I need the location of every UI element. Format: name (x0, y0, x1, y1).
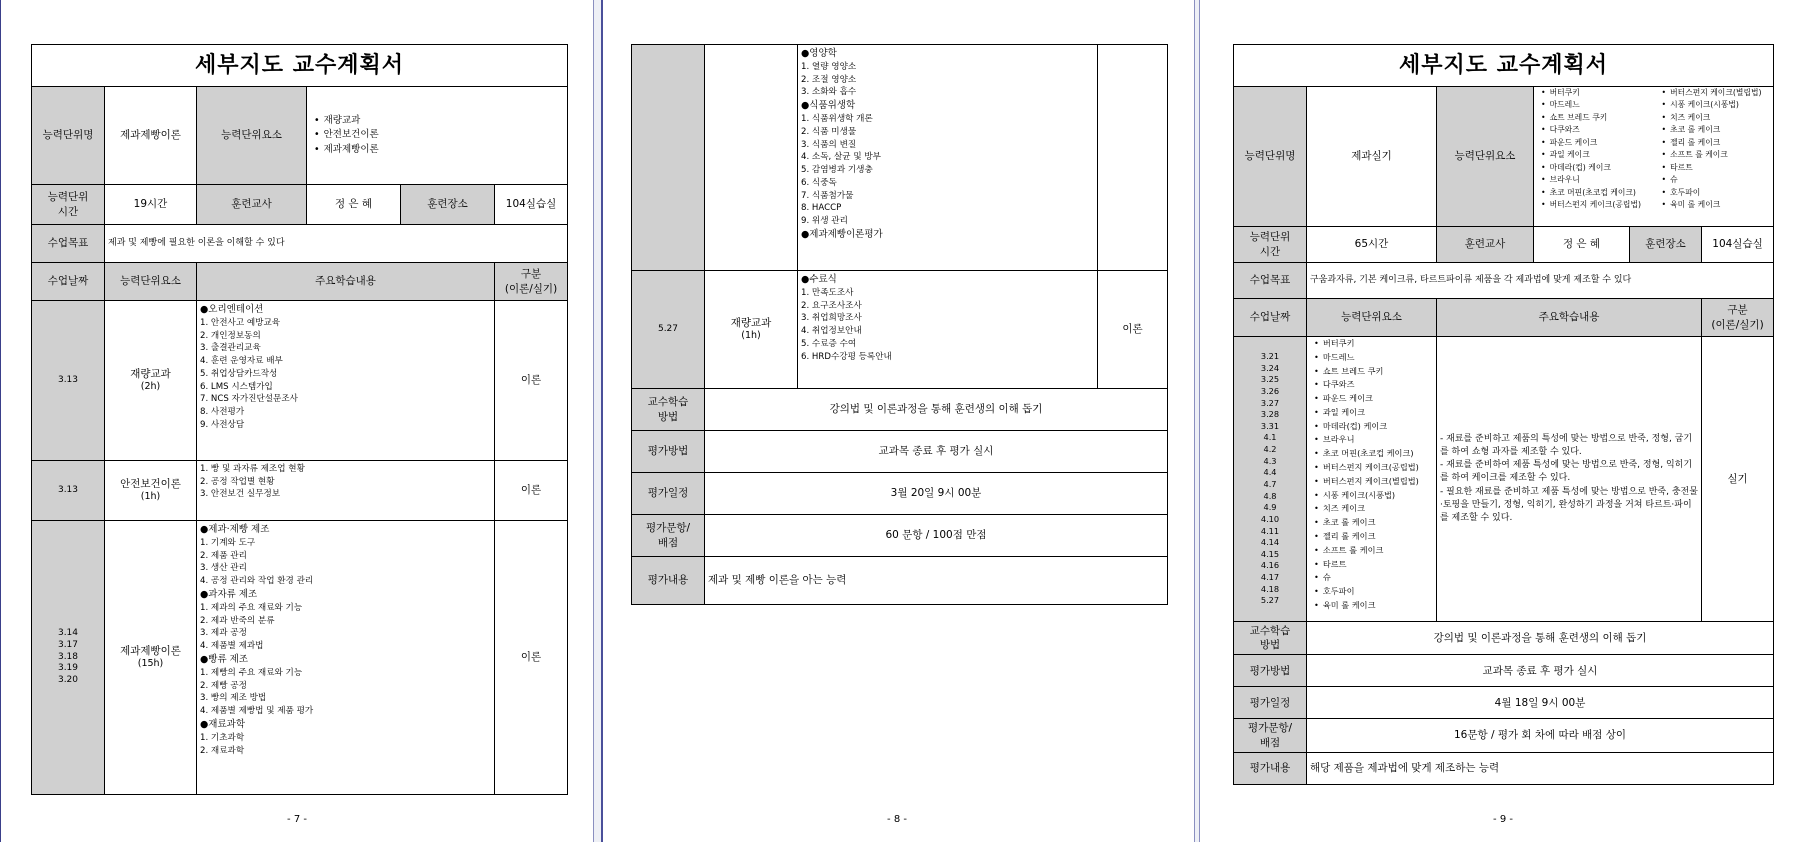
page7-label-instructor: 훈련교사 (197, 185, 307, 225)
page9-element-item: • 슈 (1662, 174, 1771, 186)
page7-row1-type: 이론 (495, 301, 568, 461)
content-line: 1. 기계와 도구 (200, 538, 256, 549)
content-line: 1. 기초과학 (200, 732, 245, 743)
page7-label-unit-name: 능력단위명 (32, 87, 105, 185)
page9-type: 실기 (1702, 337, 1774, 622)
page7-label-place: 훈련장소 (401, 185, 495, 225)
content-line: 6. HRD수강평 등록안내 (801, 351, 892, 362)
page9-label-eval-content: 평가내용 (1234, 752, 1307, 784)
content-line: 2. 공정 작업별 현황 (200, 476, 275, 487)
content-line: 2. 개인정보동의 (200, 330, 261, 341)
content-line: - 재료를 준비하고 제품의 특성에 맞는 방법으로 반죽, 정형, 굽기를 하여 쇼형 과자를 제조할 수 있다. (1440, 434, 1693, 458)
content-line: 4. 소독, 살균 및 방부 (801, 152, 881, 163)
page8-row2-content (798, 271, 1098, 389)
page9-row-element: • 버터스펀지 케이크(별립법) (1314, 475, 1433, 489)
page8-label-eval-method: 평가방법 (632, 431, 705, 473)
page9-title: 세부지도 교수계획서 (1234, 45, 1774, 87)
content-line: ●수료식 (801, 274, 837, 285)
page9-label-unit-name: 능력단위명 (1234, 87, 1307, 227)
page9-label-hours: 능력단위 시간 (1234, 227, 1307, 263)
page9-label-date: 수업날짜 (1234, 299, 1307, 337)
page-separator-2 (1194, 0, 1200, 842)
page9-row-element: • 다쿠와즈 (1314, 378, 1433, 392)
page7-row3-element-name: 제과제빵이론 (120, 645, 181, 657)
page7-goal: 제과 및 제빵에 필요한 이론을 이해할 수 있다 (105, 225, 568, 263)
page9-element-item: • 버터쿠키 (1541, 87, 1650, 99)
page7-row2-element-hours: (1h) (140, 491, 161, 503)
content-line: 3. 안전보건 실무정보 (200, 489, 281, 500)
page8-row1-element (705, 45, 798, 271)
content-line: 1. 제빵의 주요 재료와 기능 (200, 667, 303, 678)
content-line: 9. 위생 관리 (801, 216, 848, 226)
page7-row1-element-hours: (2h) (140, 381, 161, 393)
page9-element-item: • 시퐁 케이크(시퐁법) (1662, 99, 1771, 111)
content-line: ●재료과학 (200, 718, 245, 730)
page9-content (1437, 337, 1702, 622)
content-line: 6. LMS 시스템가입 (200, 381, 273, 392)
content-line: ●제과제빵이론평가 (801, 228, 883, 240)
page7-instructor: 정 은 혜 (307, 185, 401, 225)
page9-element-item: • 마데라(컵) 케이크 (1541, 162, 1650, 174)
page9-element-item: • 마드레느 (1541, 99, 1650, 111)
page-separator-1 (593, 0, 603, 842)
content-line: ●영양학 (801, 48, 837, 59)
page9-label-method: 교수학습 방법 (1234, 622, 1307, 655)
page7-element-item: • 재량교과 (314, 114, 564, 128)
page7-element-item: • 제과제빵이론 (314, 143, 564, 157)
page9-hours: 65시간 (1307, 227, 1437, 263)
page7-row1-element-name: 재량교과 (130, 368, 171, 380)
page8-method: 강의법 및 이론과정을 통해 훈련생의 이해 돕기 (705, 389, 1168, 431)
page-9 (1201, 0, 1797, 842)
page9-label-category: 구분 (이론/실기) (1702, 299, 1774, 337)
content-line: ●과자류 제조 (200, 588, 258, 600)
page7-page-number: - 7 - (287, 814, 307, 825)
page8-eval-method: 교과목 종료 후 평가 실시 (705, 431, 1168, 473)
page8-row2-element-hours: (1h) (741, 330, 761, 342)
content-line: - 재료를 준비하여 제품 특성에 맞는 방법으로 반죽, 정형, 익히기를 하여 케이크를 제조할 수 있다. (1440, 460, 1693, 484)
page8-label-method: 교수학습 방법 (632, 389, 705, 431)
page9-row-element: • 과일 케이크 (1314, 406, 1433, 420)
page8-row1-content (798, 45, 1098, 271)
page9-element-item: • 치즈 케이크 (1662, 112, 1771, 124)
page7-label-unit-elements: 능력단위요소 (197, 87, 307, 185)
content-line: ●빵류 제조 (200, 653, 249, 665)
page9-page-number: - 9 - (1493, 814, 1513, 825)
page9-element-item: • 쇼트 브레드 쿠키 (1541, 112, 1650, 124)
page8-eval-schedule: 3월 20일 9시 00분 (705, 473, 1168, 515)
content-line: 2. 식품 미생물 (801, 126, 857, 137)
page7-unit-name: 제과제빵이론 (105, 87, 197, 185)
page8-label-eval-schedule: 평가일정 (632, 473, 705, 515)
content-line: 8. HACCP (801, 203, 842, 214)
page8-eval-items: 60 문항 / 100점 만점 (705, 515, 1168, 557)
page9-element-item: • 초코 머핀(초코컵 케이크) (1541, 187, 1650, 199)
page7-plan-table (31, 44, 568, 795)
page9-row-element: • 마드레느 (1314, 351, 1433, 365)
page-8 (604, 0, 1194, 842)
page9-element-item: • 파운드 케이크 (1541, 137, 1650, 149)
page7-unit-elements (307, 87, 568, 185)
page9-element-item: • 호두파이 (1662, 187, 1771, 199)
page9-element-item: • 초코 롤 케이크 (1662, 124, 1771, 136)
page7-title: 세부지도 교수계획서 (32, 45, 568, 87)
content-line: 4. 공정 관리와 작업 환경 관리 (200, 576, 314, 587)
content-line: ●오리엔테이션 (200, 304, 264, 315)
page9-label-instructor: 훈련교사 (1437, 227, 1534, 263)
page7-row2-element-name: 안전보건이론 (120, 478, 181, 490)
page-7 (1, 0, 593, 842)
page9-row-element: • 타르트 (1314, 558, 1433, 572)
content-line: 3. 소화와 흡수 (801, 87, 857, 98)
content-line: 2. 조절 영양소 (801, 74, 857, 85)
page9-row-element: • 초코 머핀(초코컵 케이크) (1314, 447, 1433, 461)
page8-row1-type (1098, 45, 1168, 271)
page8-label-eval-items: 평가문항/ 배점 (632, 515, 705, 557)
page9-row-element: • 소프트 롤 케이크 (1314, 544, 1433, 558)
content-line: 2. 재료과학 (200, 745, 245, 756)
page9-element-item: • 소프트 롤 케이크 (1662, 149, 1771, 161)
page7-row3-type: 이론 (495, 521, 568, 795)
content-line: 9. 사전상담 (200, 419, 245, 430)
page9-instructor: 정 은 혜 (1534, 227, 1630, 263)
page9-row-element: • 파운드 케이크 (1314, 392, 1433, 406)
page9-label-goal: 수업목표 (1234, 263, 1307, 299)
page7-label-elements-col: 능력단위요소 (105, 263, 197, 301)
page9-element-item: • 타르트 (1662, 162, 1771, 174)
page8-label-eval-content: 평가내용 (632, 557, 705, 605)
page7-label-hours: 능력단위 시간 (32, 185, 105, 225)
content-line: 3. 출결관리교육 (200, 343, 261, 354)
content-line: 1. 식품위생학 개론 (801, 114, 873, 125)
page7-label-category: 구분 (이론/실기) (495, 263, 568, 301)
page9-element-item: • 다쿠와즈 (1541, 124, 1650, 136)
content-line: 2. 제과 반죽의 분류 (200, 615, 275, 626)
page9-unit-name: 제과실기 (1307, 87, 1437, 227)
page9-row-element: • 육미 롤 케이크 (1314, 599, 1433, 613)
page9-label-elements-col: 능력단위요소 (1307, 299, 1437, 337)
page9-row-element: • 쇼트 브레드 쿠키 (1314, 365, 1433, 379)
content-line: 3. 제과 공정 (200, 628, 247, 639)
page9-label-content: 주요학습내용 (1437, 299, 1702, 337)
page9-row-elements (1307, 337, 1437, 622)
page7-row3-element-hours: (15h) (137, 658, 164, 670)
page9-plan-table (1233, 44, 1774, 785)
page7-row1-date: 3.13 (32, 301, 105, 461)
page8-row1-date (632, 45, 705, 271)
content-line: 3. 취업희망조사 (801, 313, 862, 324)
page9-row-element: • 마데라(컵) 케이크 (1314, 420, 1433, 434)
content-line: ●식품위생학 (801, 100, 856, 112)
page7-element-item: • 안전보건이론 (314, 128, 564, 142)
page7-row3-content (197, 521, 495, 795)
page9-element-item: • 과일 케이크 (1541, 149, 1650, 161)
page8-row2-date: 5.27 (632, 271, 705, 389)
page8-row2-element-name: 재량교과 (730, 317, 772, 329)
page7-row3-date: 3.14 3.17 3.18 3.19 3.20 (32, 521, 105, 795)
page9-eval-content: 해당 제품을 제과법에 맞게 제조하는 능력 (1307, 752, 1774, 784)
page9-row-element: • 젤리 롤 케이크 (1314, 530, 1433, 544)
page9-unit-elements (1534, 87, 1774, 227)
content-line: 7. NCS 자가진단설문조사 (200, 394, 298, 405)
page8-page-number: - 8 - (887, 814, 907, 825)
content-line: 4. 취업정보안내 (801, 326, 862, 337)
page9-label-eval-items: 평가문항/ 배점 (1234, 719, 1307, 752)
content-line: 6. 식중독 (801, 177, 837, 188)
page9-row-element: • 버터스펀지 케이크(공립법) (1314, 461, 1433, 475)
page9-row-element: • 호두파이 (1314, 585, 1433, 599)
content-line: 4. 제품별 제빵법 및 제품 평가 (200, 706, 314, 717)
content-line: 4. 훈련 운영자료 배부 (200, 356, 283, 367)
content-line: 4. 제품별 제과법 (200, 641, 264, 652)
content-line: 5. 수료증 수여 (801, 338, 857, 349)
page9-row-element: • 치즈 케이크 (1314, 502, 1433, 516)
page9-dates: 3.21 3.24 3.25 3.26 3.27 3.28 3.31 4.1 4.2 4.3 4.4 4.7 4.8 4.9 4.10 4.11 4.14 4.15 4.16 4.17 4.18 5.27 (1234, 337, 1307, 622)
content-line: 1. 안전사고 예방교육 (200, 318, 281, 329)
page8-row2-element (705, 271, 798, 389)
page7-row3-element (105, 521, 197, 795)
content-line: ●제과·제빵 제조 (200, 524, 270, 535)
page9-goal: 구움과자류, 기본 케이크류, 타르트파이류 제품을 각 제과법에 맞게 제조할 수 있다 (1307, 263, 1774, 299)
page9-eval-items: 16문항 / 평가 회 차에 따라 배점 상이 (1307, 719, 1774, 752)
page9-element-item: • 브라우니 (1541, 174, 1650, 186)
page9-row-element: • 시퐁 케이크(시퐁법) (1314, 489, 1433, 503)
page9-row-element: • 브라우니 (1314, 433, 1433, 447)
page8-row2-type: 이론 (1098, 271, 1168, 389)
content-line: 2. 제품 관리 (200, 550, 247, 561)
content-line: 2. 제빵 공정 (200, 680, 247, 691)
content-line: 1. 제과의 주요 재료와 기능 (200, 602, 303, 613)
content-line: 8. 사전평가 (200, 407, 245, 418)
content-line: 1. 만족도조사 (801, 288, 854, 299)
page7-row2-element (105, 461, 197, 521)
page9-place: 104실습실 (1702, 227, 1774, 263)
page7-place: 104실습실 (495, 185, 568, 225)
content-line: 3. 빵의 제조 방법 (200, 693, 267, 704)
content-line: 2. 요구조사조사 (801, 300, 862, 311)
content-line: 3. 식품의 변질 (801, 139, 857, 150)
page9-row-element: • 버터쿠키 (1314, 337, 1433, 351)
content-line: 3. 생산 관리 (200, 563, 247, 574)
page9-element-item: • 버터스펀지 케이크(별립법) (1662, 87, 1771, 99)
page8-plan-table (631, 44, 1168, 605)
page8-eval-content: 제과 및 제빵 이론을 아는 능력 (705, 557, 1168, 605)
page9-method: 강의법 및 이론과정을 통해 훈련생의 이해 돕기 (1307, 622, 1774, 655)
content-line: 5. 감염병과 기생충 (801, 165, 873, 176)
page7-label-content: 주요학습내용 (197, 263, 495, 301)
page9-label-eval-schedule: 평가일정 (1234, 687, 1307, 719)
page7-label-date: 수업날짜 (32, 263, 105, 301)
content-line: - 필요한 재료를 준비하고 제품 특성에 맞는 방법으로 반죽, 충전물·토핑을 만들기, 정형, 익히기, 완성하기 과정을 거쳐 타르트·파이를 제조할 수 있다. (1440, 486, 1698, 523)
page7-row2-type: 이론 (495, 461, 568, 521)
page9-label-place: 훈련장소 (1630, 227, 1702, 263)
page9-label-eval-method: 평가방법 (1234, 655, 1307, 687)
page9-label-unit-elements: 능력단위요소 (1437, 87, 1534, 227)
page7-row2-content (197, 461, 495, 521)
page9-eval-schedule: 4월 18일 9시 00분 (1307, 687, 1774, 719)
page7-row2-date: 3.13 (32, 461, 105, 521)
page7-hours: 19시간 (105, 185, 197, 225)
page9-element-item: • 버터스펀지 케이크(공립법) (1541, 199, 1650, 211)
content-line: 7. 식품첨가물 (801, 190, 854, 201)
page9-element-item: • 육미 롤 케이크 (1662, 199, 1771, 211)
content-line: 5. 취업상담카드작성 (200, 368, 278, 379)
content-line: 1. 빵 및 과자류 제조업 현황 (200, 464, 305, 474)
page7-row1-element (105, 301, 197, 461)
content-line: 1. 열량 영양소 (801, 62, 857, 73)
page7-row1-content (197, 301, 495, 461)
page7-label-goal: 수업목표 (32, 225, 105, 263)
page9-row-element: • 슈 (1314, 571, 1433, 585)
page9-eval-method: 교과목 종료 후 평가 실시 (1307, 655, 1774, 687)
page9-element-item: • 젤리 롤 케이크 (1662, 137, 1771, 149)
page9-row-element: • 초코 롤 케이크 (1314, 516, 1433, 530)
